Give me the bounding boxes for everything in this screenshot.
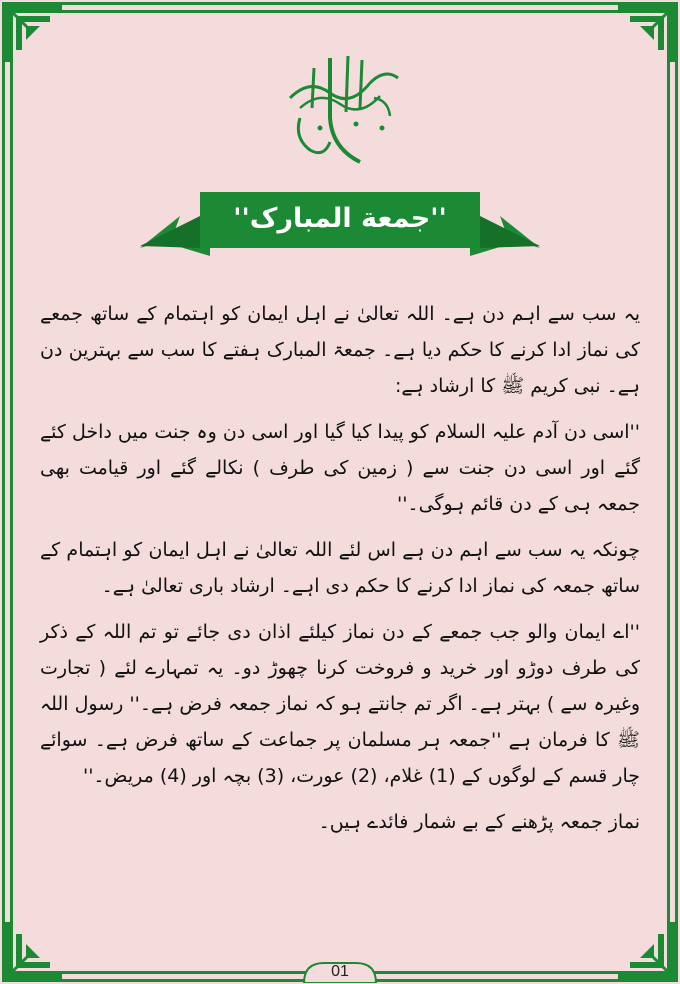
paragraph: ''اے ایمان والو جب جمعے کے دن نماز کیلئے اذان دی جائے تو تم اللہ کے ذکر کی طرف دوڑو اور خرید و فروخت کرنا چھوڑ دو۔ یہ تمہارے لئے ( تجارت وغیرہ سے ) بہتر ہے۔ اگر تم جانتے ہو کہ نماز جمعہ فرض ہے۔'' رسول اللہ ﷺ کا فرمان ہے ''جمعہ ہر مسلمان پر جماعت کے ساتھ فرض ہے۔ سوائے چار قسم کے لوگوں کے (1) غلام، (2) عورت، (3) بچہ اور (4) مریض۔'' (40, 621, 640, 787)
paragraph: نماز جمعہ پڑھنے کے بے شمار فائدے ہیں۔ (318, 811, 640, 833)
corner-ornament-icon (0, 0, 72, 72)
paragraph: ''اسی دن آدم علیہ السلام کو پیدا کیا گیا اور اسی دن وہ جنت میں داخل کئے گئے اور اسی دن جنت سے ( زمین کی طرف ) نکالے گئے اور قیامت بھی جمعہ ہی کے دن قائم ہوگی۔'' (40, 421, 640, 515)
paragraph: یہ سب سے اہم دن ہے۔ اللہ تعالیٰ نے اہل ایمان کو اہتمام کے ساتھ جمعے کی نماز ادا کرنے کا حکم دیا ہے۔ جمعۃ المبارک ہفتے کا سب سے بہترین دن ہے۔ نبی کریم ﷺ کا ارشاد ہے: (40, 303, 640, 397)
bismillah-calligraphy-icon (270, 38, 410, 166)
paragraph: چونکہ یہ سب سے اہم دن ہے اس لئے اللہ تعالیٰ نے اہل ایمان کو اہتمام کے ساتھ جمعہ کی نماز ادا کرنے کا حکم دی اہے۔ ارشاد باری تعالیٰ ہے۔ (40, 539, 640, 597)
article-body (40, 296, 640, 846)
page-title: ''جمعة المبارک'' (233, 202, 447, 234)
corner-ornament-icon (608, 912, 680, 984)
page-number: 01 (331, 963, 349, 980)
corner-ornament-icon (0, 912, 72, 984)
corner-ornament-icon (608, 0, 680, 72)
